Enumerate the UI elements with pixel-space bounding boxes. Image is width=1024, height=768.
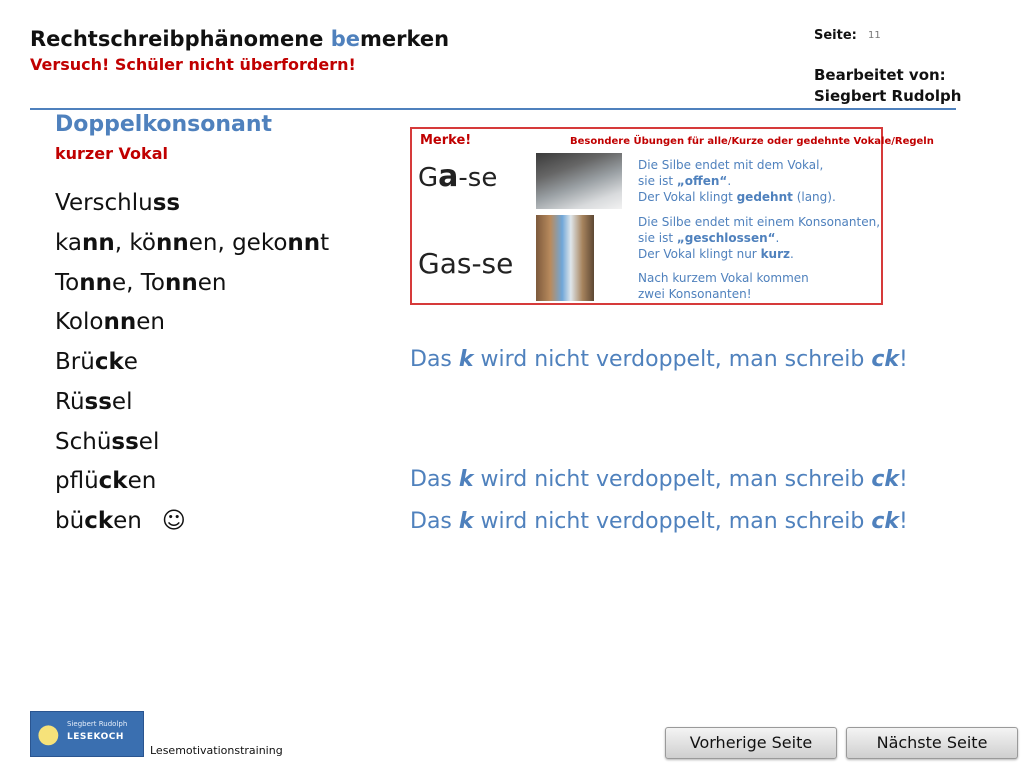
author-name: Siegbert Rudolph [814,87,962,105]
exhaust-image [536,153,622,209]
page-subtitle: Versuch! Schüler nicht überfordern! [30,55,356,74]
footer-label: Lesemotivationstraining [150,744,283,757]
smiley-icon: ☺ [161,508,186,534]
word-list [55,188,329,546]
word-item: pflücken [55,468,157,495]
merke-heading: Besondere Übungen für alle/Kurze oder gedehnte Vokale/Regeln [570,136,934,147]
merke-box [410,127,934,305]
word-item: Verschluss [55,190,181,216]
merke-label: Merke! [420,133,472,148]
word-item: Rüssel [55,388,133,415]
alley-image [536,215,594,301]
lesekoch-logo: ● Siegbert Rudolph LESEKOCH [30,711,144,757]
ck-note-brucke: Das k wird nicht verdoppelt, man schreib ck! [410,347,908,372]
author-label: Bearbeitet von: [814,66,946,84]
section-subtitle: kurzer Vokal [55,144,168,163]
ck-note-pflucken: Das k wird nicht verdoppelt, man schreib ck! [410,467,908,492]
page-number: 11 [868,30,881,41]
page-label: Seite: [814,28,857,43]
page-title: Rechtschreibphänomene bemerken [30,27,450,51]
header-divider [30,108,956,110]
word-item: Brücke [55,349,138,375]
word-item: Kolonnen [55,309,165,336]
syllable-closed: Gas-se [418,247,514,280]
double-consonant-rule: Nach kurzem Vokal kommen zwei Konsonanten! [638,271,809,301]
section-title: Doppelkonsonant [55,112,273,137]
ck-note-bucken: Das k wird nicht verdoppelt, man schreib ck! [410,509,908,534]
closed-syllable-rule: Die Silbe endet mit einem Konsonanten, sie ist „geschlossen“. Der Vokal klingt nur kurz. [638,215,881,261]
word-item: bücken ☺ [55,508,186,534]
previous-page-button[interactable]: Vorherige Seite [665,727,837,759]
open-syllable-rule: Die Silbe endet mit dem Vokal, sie ist „offen“. Der Vokal klingt gedehnt (lang). [638,158,836,204]
syllable-open: Ga-se [418,159,498,194]
word-item: Schüssel [55,428,160,455]
next-page-button[interactable]: Nächste Seite [846,727,1018,759]
word-item: Tonne, Tonnen [55,269,227,296]
word-item: kann, können, gekonnt [55,229,330,256]
lightbulb-icon: ● [37,719,60,749]
